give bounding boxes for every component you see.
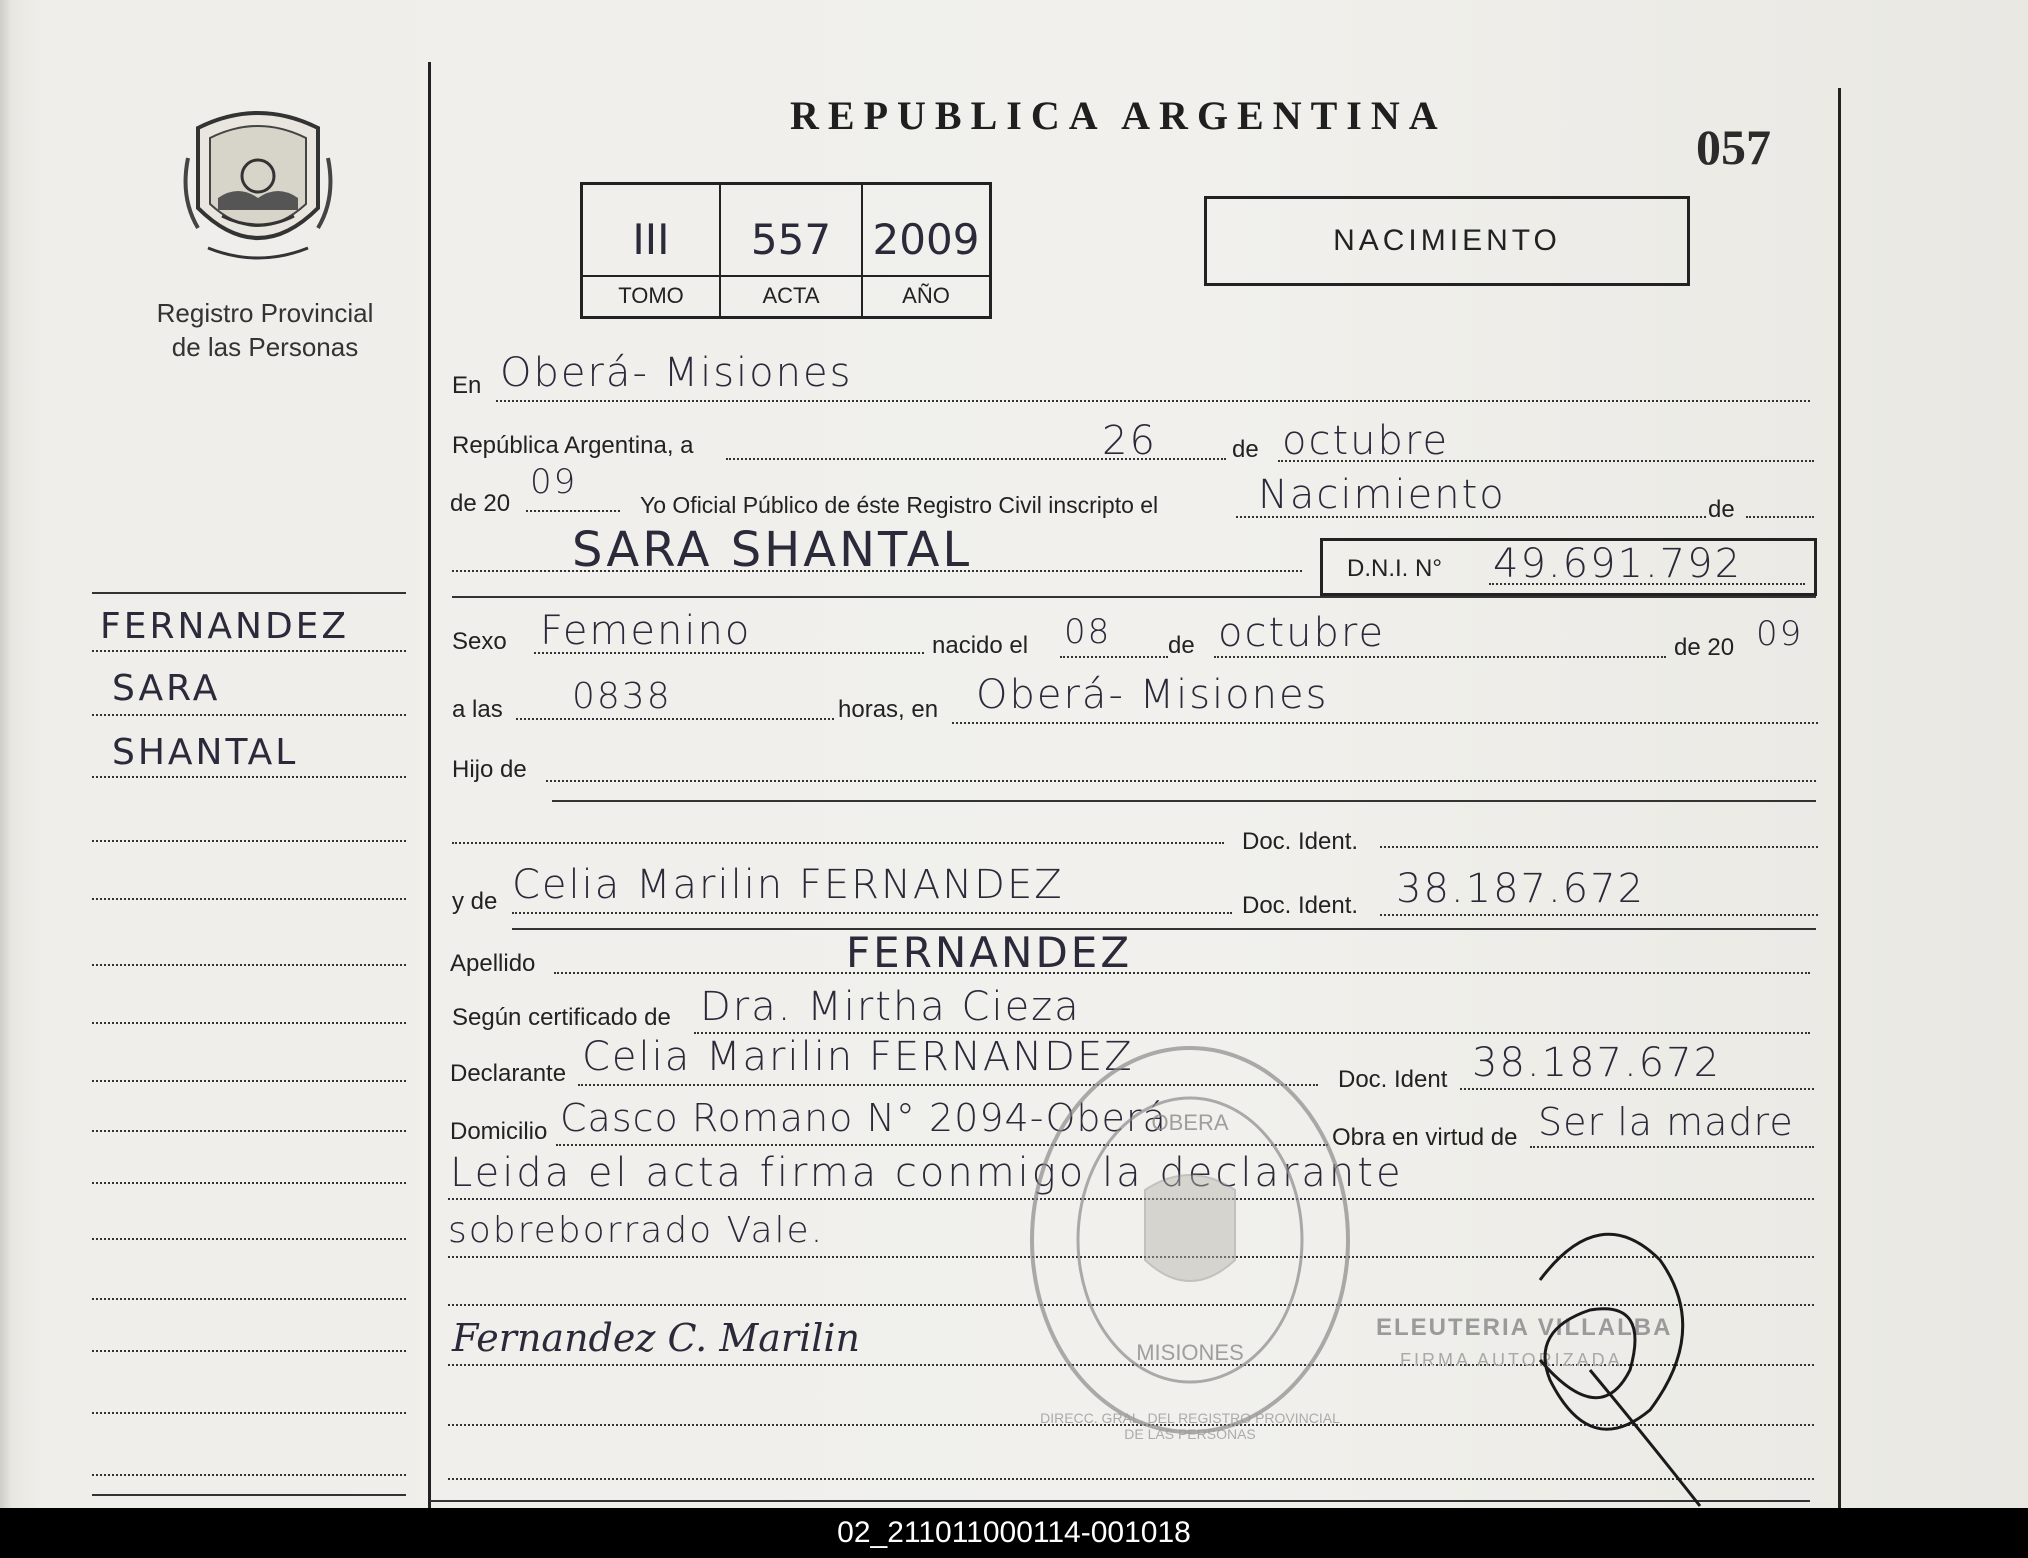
obra-dots: [1530, 1146, 1814, 1148]
notes-line-2: sobreborrado Vale.: [448, 1210, 825, 1251]
image-caption: 02_211011000114-001018: [0, 1508, 2028, 1558]
birth-place-dots: [952, 722, 1818, 724]
obra-label: Obra en virtud de: [1332, 1124, 1518, 1151]
hijo-dots: [546, 780, 1816, 782]
notes-line-1: Leida el acta firma conmigo la declarante: [450, 1150, 1404, 1196]
margin-top-rule: [92, 592, 406, 594]
declarant-signature: Fernandez C. Marilin: [452, 1316, 860, 1360]
y-de-label: y de: [452, 888, 498, 915]
margin-first-name: SARA: [112, 668, 221, 709]
mother-doc-dots: [1380, 914, 1818, 916]
anio-cell: [863, 185, 989, 316]
event-dots: [1236, 516, 1706, 518]
birth-year-suffix-value: 09: [1756, 614, 1804, 654]
de-20-label: de 20: [450, 490, 511, 517]
de-label-3: de: [1168, 632, 1195, 659]
de-20-label-2: de 20: [1674, 634, 1735, 661]
margin-dots-15: [92, 1474, 406, 1476]
horas-label: horas, en: [838, 696, 939, 723]
dni-value: 49.691.792: [1493, 541, 1743, 587]
birth-month-dots: [1214, 656, 1666, 658]
tomo-label: TOMO: [618, 283, 684, 308]
margin-dots-6: [92, 964, 406, 966]
month-value: octubre: [1282, 418, 1450, 464]
margin-dots-1: [92, 650, 406, 652]
margin-dots-9: [92, 1130, 406, 1132]
hijo-label: Hijo de: [452, 756, 527, 783]
name-block-rule: [452, 596, 1816, 598]
de-label-2: de: [1708, 496, 1735, 523]
domicilio-value: Casco Romano N° 2094-Oberá: [560, 1096, 1167, 1140]
record-type-box: [1204, 196, 1690, 286]
margin-middle-name: SHANTAL: [112, 732, 299, 773]
doc-ident-label-3: Doc. Ident: [1338, 1066, 1448, 1093]
mother-rule: [512, 928, 1816, 930]
en-label: En: [452, 372, 482, 399]
margin-dots-3: [92, 776, 406, 778]
stamp-center-bottom: MISIONES: [1136, 1340, 1244, 1365]
birth-day-value: 08: [1064, 612, 1112, 652]
registry-name-line2: de las Personas: [171, 332, 359, 362]
father-doc-dots-left: [452, 842, 1224, 844]
margin-dots-11: [92, 1238, 406, 1240]
birth-month-value: octubre: [1218, 610, 1386, 656]
inscribed-event-value: Nacimiento: [1258, 472, 1506, 518]
sexo-dots: [534, 652, 924, 654]
birth-time-value: 0838: [572, 676, 672, 717]
declarante-doc-dots: [1460, 1088, 1814, 1090]
certificate-by-value: Dra. Mirtha Cieza: [700, 984, 1081, 1030]
birth-day-dots: [1060, 656, 1168, 658]
year-suffix-value: 09: [530, 462, 578, 502]
declarante-label: Declarante: [450, 1060, 567, 1087]
child-name-value: SARA SHANTAL: [572, 522, 973, 578]
dni-box: [1320, 538, 1817, 596]
de-dots: [1746, 516, 1814, 518]
margin-surname: FERNANDEZ: [100, 606, 350, 647]
domicilio-label: Domicilio: [450, 1118, 548, 1145]
mother-doc-value: 38.187.672: [1396, 866, 1646, 912]
acta-cell: [721, 185, 863, 316]
dni-dots: [1489, 583, 1805, 585]
republica-label: República Argentina, a: [452, 432, 694, 459]
stamp-center-top: OBERA: [1151, 1110, 1229, 1135]
margin-dots-4: [92, 840, 406, 842]
apellido-dots: [554, 972, 1810, 974]
tomo-cell: [583, 185, 721, 316]
tomo-value: III: [632, 215, 670, 264]
right-margin-rule: [1838, 88, 1841, 1508]
margin-dots-5: [92, 898, 406, 900]
doc-ident-label-2: Doc. Ident.: [1242, 892, 1359, 919]
month-dots: [1278, 460, 1814, 462]
registry-name-line1: Registro Provincial: [156, 298, 374, 328]
doc-ident-label-1: Doc. Ident.: [1242, 828, 1359, 855]
official-title: FIRMA AUTORIZADA: [1400, 1350, 1623, 1370]
year-dots: [526, 510, 620, 512]
margin-dots-8: [92, 1080, 406, 1082]
de-label-1: de: [1232, 436, 1259, 463]
page-number: 057: [1696, 119, 1771, 175]
a-las-label: a las: [452, 696, 503, 723]
margin-dots-13: [92, 1350, 406, 1352]
sexo-value: Femenino: [540, 608, 752, 654]
left-margin-rule: [428, 62, 431, 1508]
stamp-ring-text: DIRECC. GRAL. DEL REGISTRO PROVINCIAL DE LAS PERSONAS: [1040, 1410, 1340, 1442]
anio-value: 2009: [872, 215, 980, 264]
oficial-text: Yo Oficial Público de éste Registro Civil inscripto el: [640, 492, 1159, 518]
anio-label: AÑO: [902, 283, 950, 308]
dni-label: D.N.I. N°: [1347, 555, 1442, 582]
mother-name-value: Celia Marilin FERNANDEZ: [512, 862, 1064, 908]
place-value: Oberá- Misiones: [500, 350, 853, 396]
place-dots: [496, 400, 1810, 402]
acta-label: ACTA: [762, 283, 820, 308]
margin-dots-2: [92, 714, 406, 716]
margin-bottom-rule: [92, 1494, 406, 1496]
hijo-rule: [552, 800, 1816, 802]
child-name-dots: [452, 570, 1302, 572]
record-grid: [580, 182, 992, 319]
father-doc-dots-right: [1380, 846, 1818, 848]
margin-dots-7: [92, 1022, 406, 1024]
obra-value: Ser la madre: [1538, 1100, 1794, 1144]
day-value: 26: [1102, 418, 1157, 464]
margin-dots-10: [92, 1182, 406, 1184]
country-title: REPUBLICA ARGENTINA: [790, 93, 1447, 138]
apellido-label: Apellido: [450, 950, 536, 977]
apellido-value: FERNANDEZ: [846, 928, 1133, 977]
official-signature-icon: [1480, 1220, 1730, 1508]
declarante-value: Celia Marilin FERNANDEZ: [582, 1034, 1134, 1080]
margin-dots-12: [92, 1298, 406, 1300]
birth-place-value: Oberá- Misiones: [976, 672, 1329, 718]
segun-label: Según certificado de: [452, 1004, 671, 1031]
registry-name: [120, 296, 410, 364]
sexo-label: Sexo: [452, 628, 507, 655]
provincial-emblem-icon: [178, 98, 338, 270]
declarante-doc-value: 38.187.672: [1472, 1040, 1722, 1086]
margin-dots-14: [92, 1412, 406, 1414]
registry-stamp-icon: [1025, 1040, 1355, 1440]
record-type-label: NACIMIENTO: [1333, 224, 1561, 257]
official-name: ELEUTERIA VILLALBA: [1376, 1314, 1673, 1341]
birth-time-dots: [516, 718, 834, 720]
mother-name-dots: [512, 912, 1232, 914]
acta-value: 557: [750, 215, 832, 264]
nacido-label: nacido el: [932, 632, 1029, 659]
